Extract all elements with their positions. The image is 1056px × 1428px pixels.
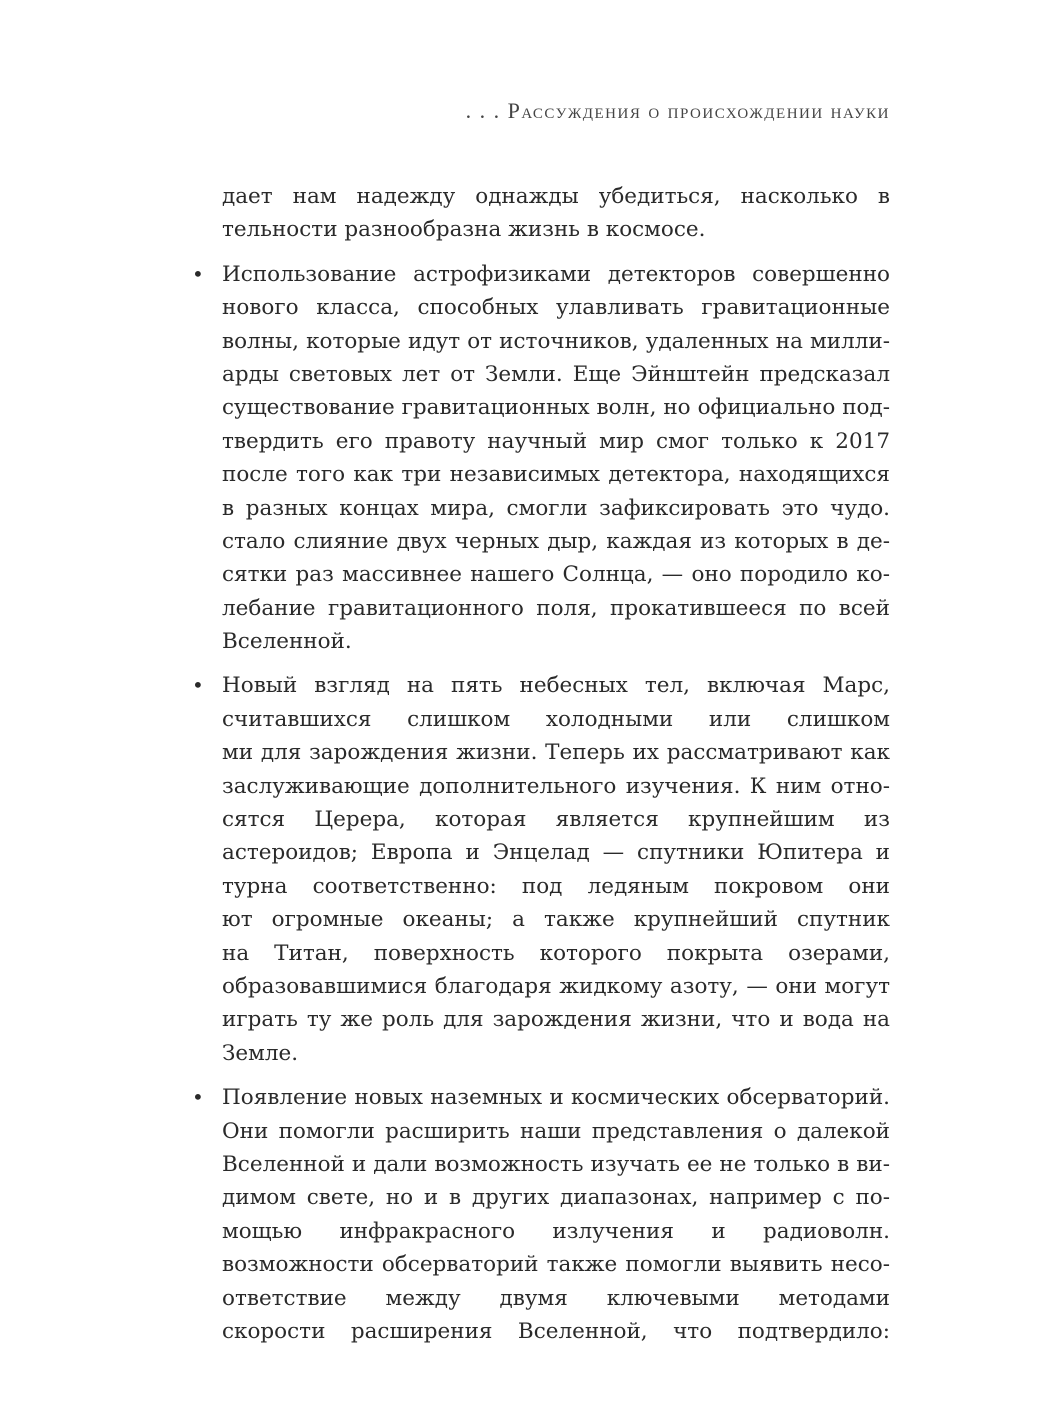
text-line: стало слияние двух черных дыр, каждая из которых в де- — [222, 528, 890, 554]
text-line: ответствие между двумя ключевыми методами — [222, 1285, 890, 1311]
text-line: Новый взгляд на пять небесных тел, включая Марс, — [222, 673, 890, 699]
page-body — [192, 180, 890, 1359]
text-line: сятки раз массивнее нашего Солнца, — оно породило ко- — [222, 562, 890, 588]
text-line: турна соответственно: под ледяным покровом они — [222, 873, 890, 899]
text-line: астероидов; Европа и Энцелад — спутники Юпитера и — [222, 840, 890, 866]
running-header: . . . Рассуждения о происхождении науки — [465, 98, 890, 123]
text-line: волны, которые идут от источников, удаленных на милли- — [222, 328, 890, 354]
text-line: Вселенной. — [222, 629, 352, 655]
paragraph — [222, 180, 890, 247]
text-line: мощью инфракрасного излучения и радиоволн. — [222, 1218, 890, 1244]
text-line: возможности обсерваторий также помогли выявить несо- — [222, 1252, 890, 1278]
bullet-icon: • — [192, 673, 204, 698]
text-line: заслуживающие дополнительного изучения. К ним отно- — [222, 773, 890, 799]
text-line: Вселенной и дали возможность изучать ее не только в ви- — [222, 1151, 890, 1177]
text-line: нового класса, способных улавливать гравитационные — [222, 295, 890, 321]
text-line: считавшихся слишком холодными или слишком — [222, 706, 890, 732]
text-line: ют огромные океаны; а также крупнейший спутник — [222, 907, 890, 933]
text-line: Использование астрофизиками детекторов совершенно — [222, 261, 890, 287]
text-line: в разных концах мира, смогли зафиксировать это чудо. — [222, 495, 890, 521]
text-line: Земле. — [222, 1040, 299, 1066]
bullet-icon: • — [192, 1085, 204, 1110]
text-line: димом свете, но и в других диапазонах, например с по- — [222, 1185, 890, 1211]
text-line: арды световых лет от Земли. Еще Эйнштейн предсказал — [222, 361, 890, 387]
text-line: твердить его правоту научный мир смог только к 2017 — [222, 428, 890, 454]
bullet-item — [192, 258, 890, 659]
text-line: играть ту же роль для зарождения жизни, что и вода на — [222, 1007, 890, 1033]
text-line: лебание гравитационного поля, прокатившееся по всей — [222, 595, 890, 621]
text-line: образовавшимися благодаря жидкому азоту, — они могут — [222, 973, 890, 999]
bullet-item — [192, 669, 890, 1070]
text-line: дает нам надежду однажды убедиться, насколько в — [222, 184, 890, 209]
text-line: тельности разнообразна жизнь в космосе. — [222, 217, 706, 243]
text-line: Появление новых наземных и космических обсерваторий. — [222, 1085, 890, 1111]
text-line: скорости расширения Вселенной, что подтвердило: — [222, 1318, 890, 1344]
text-line: сятся Церера, которая является крупнейшим из — [222, 807, 890, 833]
text-line: ми для зарождения жизни. Теперь их рассматривают как — [222, 740, 890, 766]
text-line: после того как три независимых детектора, находящихся — [222, 462, 890, 488]
text-line: Они помогли расширить наши представления о далекой — [222, 1118, 890, 1144]
text-line: существование гравитационных волн, но официально под- — [222, 395, 890, 421]
bullet-item — [192, 1081, 890, 1348]
bullet-icon: • — [192, 261, 204, 286]
text-line: на Титан, поверхность которого покрыта озерами, — [222, 940, 890, 966]
